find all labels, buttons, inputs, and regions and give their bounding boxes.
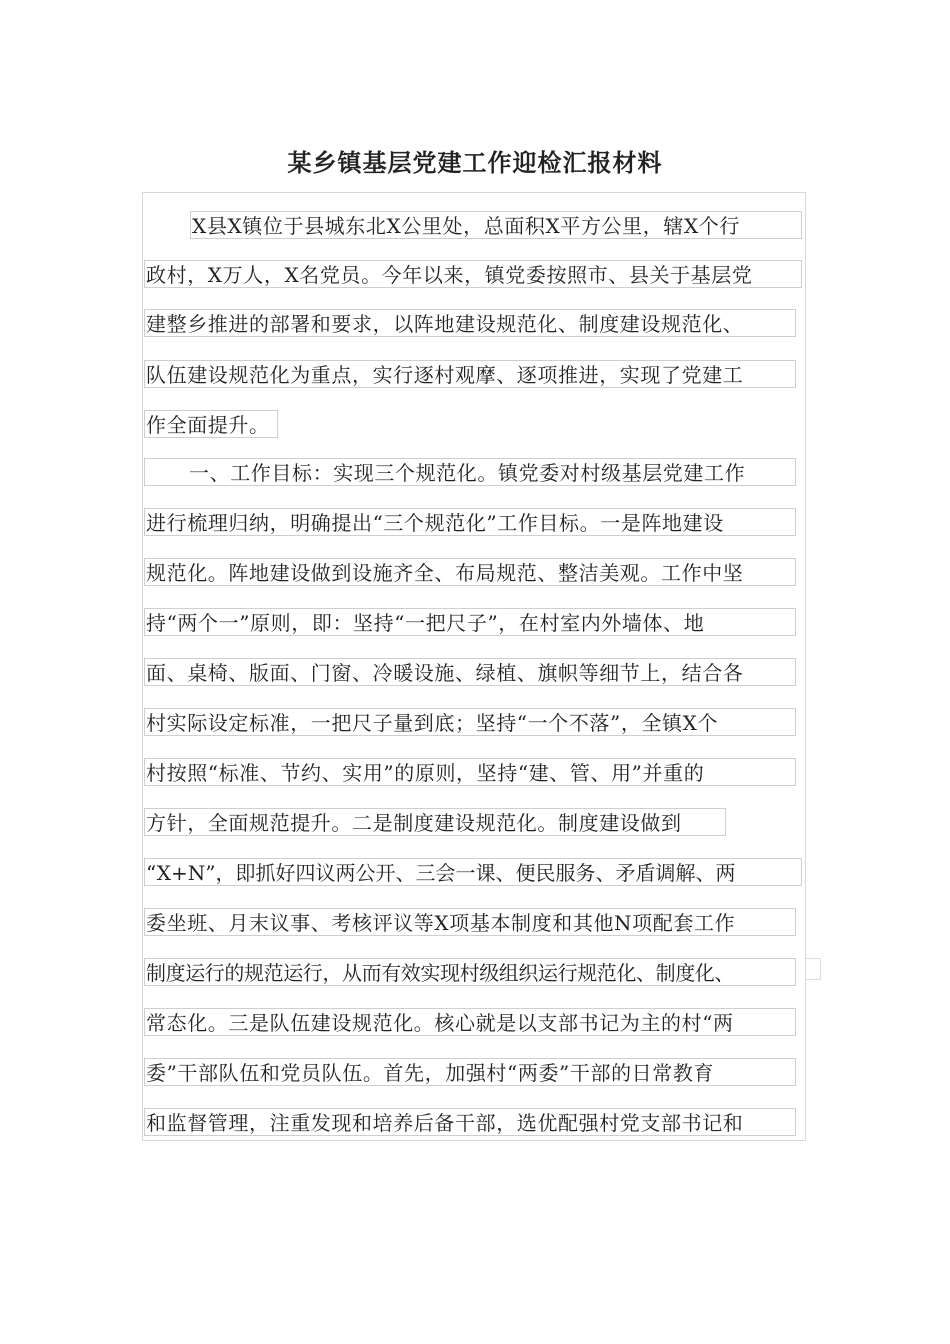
text-line-9: 持“两个一”原则，即：坚持“一把尺子”，在村室内外墙体、地 [144, 608, 796, 636]
text-line-4: 队伍建设规范化为重点，实行逐村观摩、逐项推进，实现了党建工 [144, 360, 796, 388]
text-line-16: 制度运行的规范运行，从而有效实现村级组织运行规范化、制度化、 [144, 958, 796, 986]
text-line-13: 方针，全面规范提升。二是制度建设规范化。制度建设做到 [144, 808, 726, 836]
text-line-6: 一、工作目标：实现三个规范化。镇党委对村级基层党建工作 [144, 458, 796, 486]
text-line-1: X县X镇位于县城东北X公里处，总面积X平方公里，辖X个行 [190, 211, 802, 239]
text-line-14: “X+N”，即抓好四议两公开、三会一课、便民服务、矛盾调解、两 [144, 858, 802, 886]
text-line-19: 和监督管理，注重发现和培养后备干部，选优配强村党支部书记和 [144, 1108, 796, 1136]
text-line-18: 委”干部队伍和党员队伍。首先，加强村“两委”干部的日常教育 [144, 1058, 796, 1086]
overflow-marker [805, 958, 821, 980]
text-line-15: 委坐班、月末议事、考核评议等X项基本制度和其他N项配套工作 [144, 908, 796, 936]
text-line-10: 面、桌椅、版面、门窗、冷暖设施、绿植、旗帜等细节上，结合各 [144, 658, 796, 686]
text-line-11: 村实际设定标准，一把尺子量到底；坚持“一个不落”，全镇X个 [144, 708, 796, 736]
text-line-7: 进行梳理归纳，明确提出“三个规范化”工作目标。一是阵地建设 [144, 508, 796, 536]
text-line-12: 村按照“标准、节约、实用”的原则，坚持“建、管、用”并重的 [144, 758, 796, 786]
text-line-2: 政村，X万人，X名党员。今年以来，镇党委按照市、县关于基层党 [144, 260, 802, 288]
text-line-8: 规范化。阵地建设做到设施齐全、布局规范、整洁美观。工作中坚 [144, 558, 796, 586]
text-line-3: 建整乡推进的部署和要求，以阵地建设规范化、制度建设规范化、 [144, 309, 796, 337]
page-title: 某乡镇基层党建工作迎检汇报材料 [287, 148, 663, 177]
text-line-17: 常态化。三是队伍建设规范化。核心就是以支部书记为主的村“两 [144, 1008, 796, 1036]
text-line-5: 作全面提升。 [144, 410, 278, 438]
